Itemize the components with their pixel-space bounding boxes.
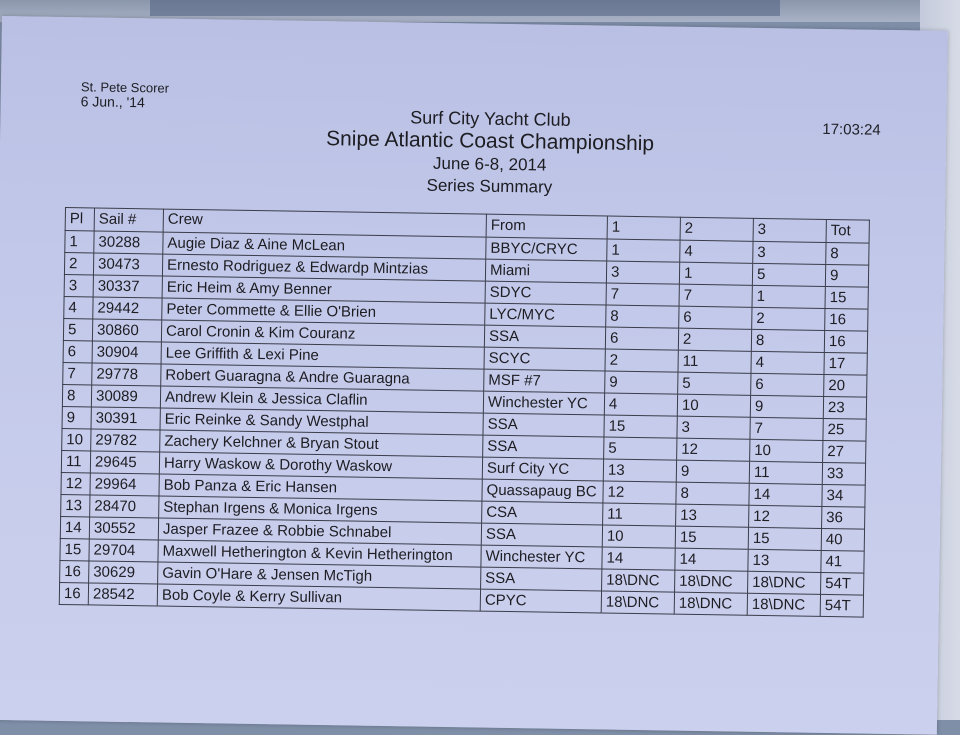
results-table [59,207,870,618]
cell-race-2: 13 [676,504,749,527]
cell-from: MSF #7 [484,369,605,393]
print-time: 17:03:24 [822,120,881,139]
cell-race-1: 9 [605,371,678,394]
cell-crew: Augie Diaz & Aine McLean [163,232,486,259]
cell-race-2: 6 [679,306,752,329]
cell-race-2: 8 [676,482,749,505]
column-header-race-3: 3 [753,218,826,242]
cell-place: 14 [60,516,89,538]
cell-race-3: 18\DNC [747,593,820,616]
cell-race-3: 5 [752,263,825,286]
cell-total: 16 [824,330,867,353]
cell-race-1: 7 [606,283,679,306]
cell-crew: Eric Heim & Amy Benner [162,276,485,303]
column-header-crew: Crew [163,209,486,237]
cell-place: 15 [60,538,89,560]
cell-total: 25 [823,418,866,441]
cell-race-3: 1 [752,285,825,308]
cell-race-3: 12 [749,505,822,528]
cell-race-1: 13 [603,459,676,482]
cell-race-1: 4 [604,393,677,416]
cell-place: 6 [63,341,92,363]
cell-total: 54T [821,572,864,595]
column-header-sail-number: Sail # [94,208,163,232]
cell-sail-number: 29964 [90,473,159,496]
report-type: Series Summary [426,175,553,197]
cell-from: CPYC [480,589,601,613]
cell-place: 4 [64,297,93,319]
cell-from: Winchester YC [483,391,604,415]
cell-crew: Eric Reinke & Sandy Westphal [160,408,483,435]
cell-crew: Robert Guaragna & Andre Guaragna [161,364,484,391]
cell-sail-number: 29645 [90,451,159,474]
cell-race-3: 2 [752,307,825,330]
cell-sail-number: 29782 [91,429,160,452]
cell-from: SSA [483,435,604,459]
cell-place: 7 [63,363,92,385]
cell-place: 1 [65,231,94,253]
cell-race-1: 2 [605,349,678,372]
cell-from: LYC/MYC [485,303,606,327]
cell-race-2: 15 [675,526,748,549]
column-header-total: Tot [826,219,869,243]
cell-sail-number: 30629 [89,561,158,584]
cell-total: 23 [823,396,866,419]
column-header-race-1: 1 [607,216,680,240]
cell-total: 33 [822,462,865,485]
cell-total: 16 [825,308,868,331]
cell-race-3: 10 [750,439,823,462]
cell-race-1: 18\DNC [602,569,675,592]
cell-place: 11 [61,450,90,472]
cell-from: SSA [481,523,602,547]
cell-race-3: 13 [748,549,821,572]
cell-crew: Maxwell Hetherington & Kevin Hetherington [158,540,481,567]
cell-race-3: 8 [751,329,824,352]
cell-from: Surf City YC [482,457,603,481]
cell-sail-number: 30391 [91,407,160,430]
cell-race-1: 10 [602,525,675,548]
cell-race-1: 12 [603,481,676,504]
cell-sail-number: 28542 [88,583,157,606]
cell-sail-number: 28470 [90,495,159,518]
column-header-from: From [486,214,607,239]
cell-race-3: 14 [749,483,822,506]
cell-sail-number: 30337 [93,275,162,298]
cell-race-2: 3 [677,416,750,439]
title-block [299,105,680,201]
scorer-block [81,79,170,110]
cell-race-1: 8 [606,305,679,328]
cell-race-1: 5 [604,437,677,460]
cell-crew: Lee Griffith & Lexi Pine [161,342,484,369]
cell-total: 41 [821,550,864,573]
cell-race-2: 14 [675,548,748,571]
print-date: 6 Jun., '14 [80,93,145,111]
cell-race-1: 1 [607,239,680,262]
cell-place: 13 [61,494,90,516]
cell-from: Quassapaug BC [482,479,603,503]
cell-race-2: 4 [680,240,753,263]
cell-sail-number: 29442 [93,297,162,320]
cell-place: 2 [64,253,93,275]
cell-total: 15 [825,286,868,309]
cell-race-2: 1 [679,262,752,285]
cell-crew: Bob Coyle & Kerry Sullivan [157,584,480,611]
cell-race-1: 6 [605,327,678,350]
event-title: Snipe Atlantic Coast Championship [325,127,655,156]
cell-race-3: 4 [751,351,824,374]
cell-crew: Harry Waskow & Dorothy Waskow [159,452,482,479]
cell-sail-number: 30860 [92,319,161,342]
cell-from: BBYC/CRYC [486,237,607,261]
cell-total: 27 [823,440,866,463]
cell-from: CSA [482,501,603,525]
cell-crew: Stephan Irgens & Monica Irgens [159,496,482,523]
cell-from: Miami [485,259,606,283]
column-header-race-2: 2 [680,217,753,241]
cell-race-2: 18\DNC [675,570,748,593]
cell-place: 12 [61,472,90,494]
cell-place: 10 [62,428,91,450]
cell-total: 54T [820,594,863,617]
cell-race-3: 18\DNC [748,571,821,594]
cell-crew: Gavin O'Hare & Jensen McTigh [158,562,481,589]
cell-race-3: 6 [751,373,824,396]
cell-race-2: 18\DNC [674,592,747,615]
cell-total: 34 [822,484,865,507]
cell-crew: Carol Cronin & Kim Couranz [161,320,484,347]
cell-sail-number: 30288 [94,231,163,254]
cell-sail-number: 30904 [92,341,161,364]
cell-race-1: 3 [606,261,679,284]
cell-total: 17 [824,352,867,375]
cell-race-1: 15 [604,415,677,438]
cell-from: SSA [481,567,602,591]
cell-total: 36 [822,506,865,529]
cell-place: 16 [59,582,88,604]
cell-race-1: 18\DNC [601,591,674,614]
cell-race-3: 7 [750,417,823,440]
cell-total: 20 [824,374,867,397]
cell-from: SCYC [484,347,605,371]
cell-place: 9 [62,406,91,428]
cell-total: 40 [821,528,864,551]
cell-crew: Jasper Frazee & Robbie Schnabel [158,518,481,545]
club-name: Surf City Yacht Club [410,107,571,130]
cell-from: Winchester YC [481,545,602,569]
cell-race-1: 11 [603,503,676,526]
cell-race-3: 11 [749,461,822,484]
cell-race-2: 9 [676,460,749,483]
column-header-place: Pl [65,208,94,231]
cell-race-1: 14 [602,547,675,570]
cell-race-2: 12 [677,438,750,461]
cell-race-3: 15 [748,527,821,550]
cell-crew: Bob Panza & Eric Hansen [159,474,482,501]
cell-race-2: 10 [677,394,750,417]
cell-place: 16 [60,560,89,582]
cell-crew: Ernesto Rodriguez & Edwardp Mintzias [162,254,485,281]
cell-place: 3 [64,275,93,297]
cell-race-3: 9 [750,395,823,418]
background-object [150,0,780,16]
results-sheet [0,16,948,735]
cell-sail-number: 29704 [89,539,158,562]
cell-race-2: 2 [678,328,751,351]
cell-race-3: 3 [753,241,826,264]
cell-sail-number: 30089 [91,385,160,408]
cell-race-2: 11 [678,350,751,373]
cell-sail-number: 29778 [92,363,161,386]
event-dates: June 6-8, 2014 [432,153,547,175]
cell-crew: Andrew Klein & Jessica Claflin [160,386,483,413]
cell-total: 8 [826,242,869,265]
cell-from: SSA [484,325,605,349]
cell-from: SSA [483,413,604,437]
cell-from: SDYC [485,281,606,305]
cell-crew: Zachery Kelchner & Bryan Stout [160,430,483,457]
cell-total: 9 [825,264,868,287]
cell-place: 5 [63,319,92,341]
cell-sail-number: 30473 [93,253,162,276]
cell-sail-number: 30552 [89,517,158,540]
scorer-name: St. Pete Scorer [80,79,170,96]
cell-crew: Peter Commette & Ellie O'Brien [162,298,485,325]
cell-race-2: 5 [678,372,751,395]
cell-race-2: 7 [679,284,752,307]
cell-place: 8 [62,384,91,406]
